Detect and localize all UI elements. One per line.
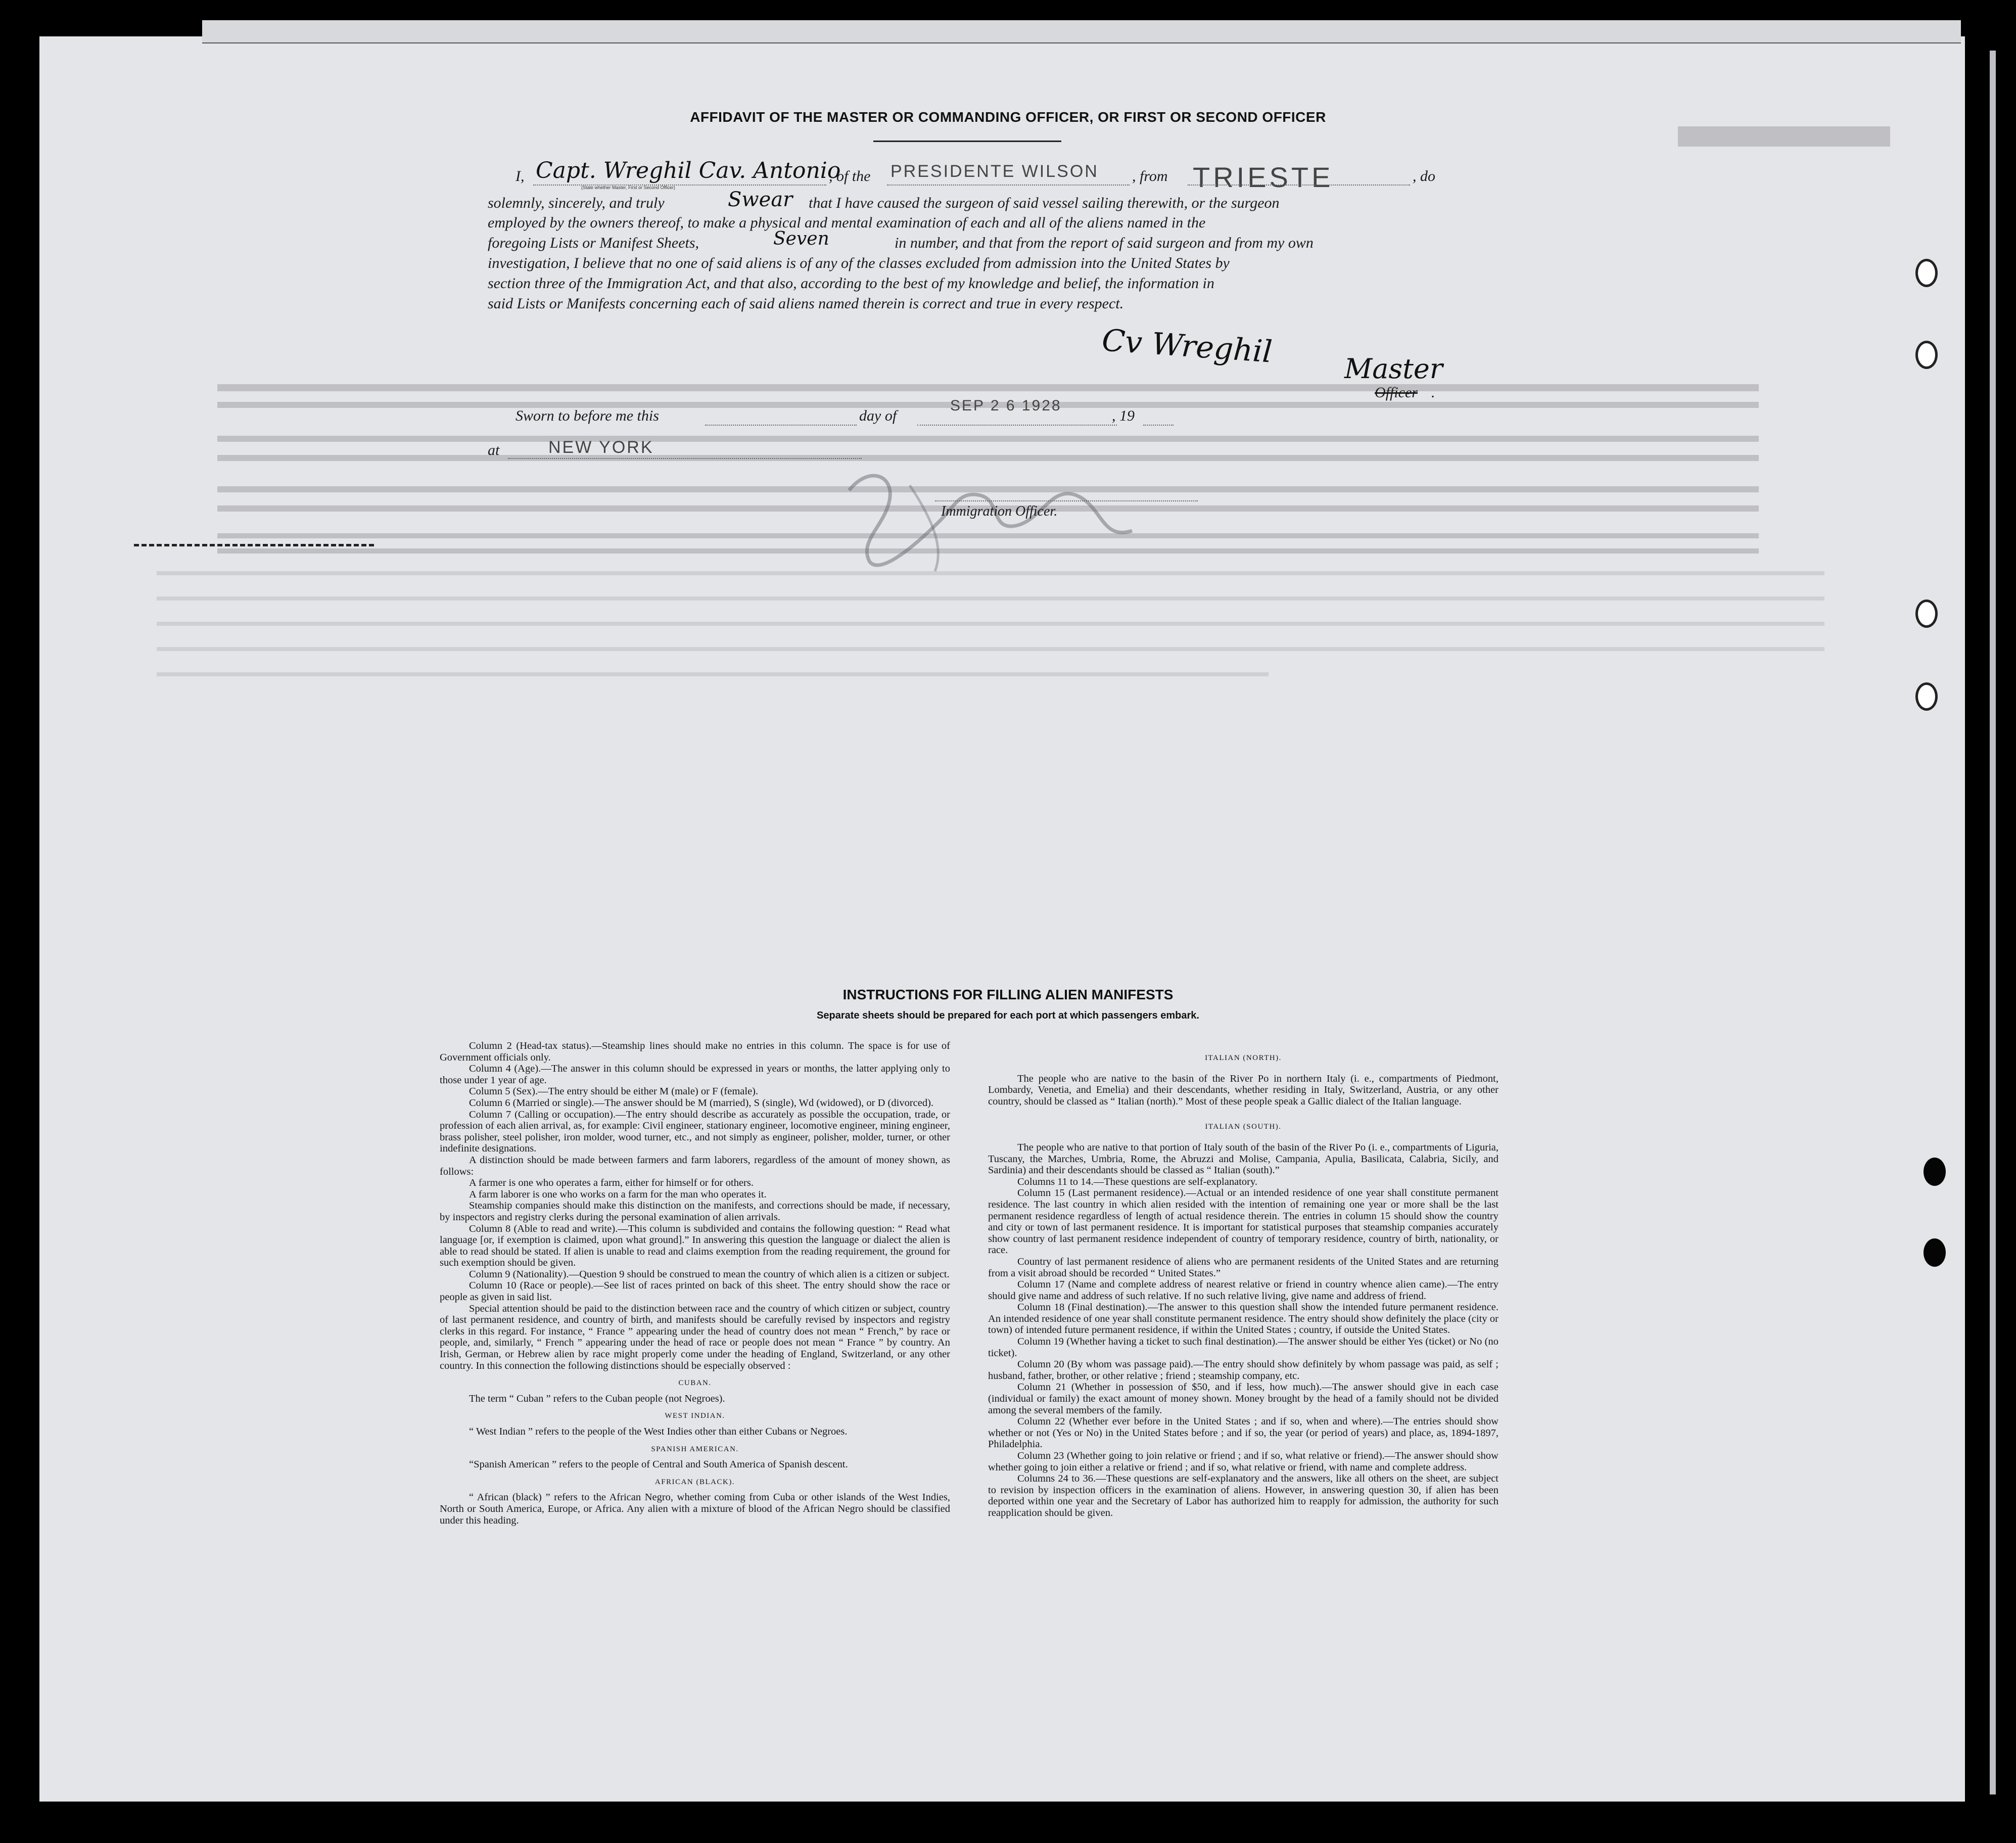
title-rule (873, 141, 1061, 142)
instr-col-18: Column 18 (Final destination).—The answer to this question shall show the intended future permanent residence. An intended residence of one year shall constitute permanent residence. The entry should show definitely the place (city or town) of intended future permanent residence, if within the United States ; country, if outside the United States. (988, 1302, 1498, 1336)
officer-word: Officer (1375, 384, 1418, 401)
underlying-sheet-edge (202, 20, 1961, 43)
bleed-through-texture (136, 126, 1905, 708)
west-indian-heading: WEST INDIAN. (665, 1412, 725, 1420)
immigration-officer-label: Immigration Officer. (941, 503, 1058, 519)
instr-col-7: Column 7 (Calling or occupation).—The entry should describe as accurately as possible the occupation, trade, or profession of each alien arrival, as, for example: Civil engineer, stationary engineer, locomotive engineer, mining engineer, brass polisher, steel polisher, iron molder, wood turner, etc., and not simply as engineer, polisher, molder, turner, or other indefinite designations. (440, 1109, 950, 1155)
place-stamp: NEW YORK (548, 438, 654, 457)
date-line (917, 425, 1117, 426)
instructions-subtitle: Separate sheets should be prepared for each port at which passengers embark. (817, 1010, 1199, 1021)
immigration-officer-line (935, 500, 1198, 501)
affidavit-title: AFFIDAVIT OF THE MASTER OR COMMANDING OFFICER, OR FIRST OR SECOND OFFICER (690, 109, 1326, 125)
instr-col-10: Column 10 (Race or people).—See list of races printed on back of this sheet. The entry should show the race or people as given in said list. (440, 1280, 950, 1303)
date-stamp: SEP 2 6 1928 (950, 397, 1062, 414)
oath-handwritten: Swear (728, 188, 793, 211)
affidavit-do: , do (1413, 168, 1435, 185)
binder-hole (1915, 600, 1938, 628)
west-indian-text: “ West Indian ” refers to the people of the West Indies other than either Cubans or Negroes. (469, 1426, 848, 1437)
instr-cols-24-36: Columns 24 to 36.—These questions are self-explanatory and the answers, like all others on the sheet, are subject to revision by inspection officers in the examination of aliens. However, in answering question 30, if alien has been deported within one year and the Secretary of Labor has authorized him to reapply for admission, the authority for such reapplication should be given. (988, 1473, 1498, 1518)
port-line (1188, 185, 1410, 186)
port-stamp: TRIESTE (1193, 161, 1334, 193)
spanish-american-heading: SPANISH AMERICAN. (651, 1445, 739, 1453)
instr-col-15-returning: Country of last permanent residence of aliens who are permanent residents of the United States and are returning from a visit abroad should be recorded “ United States.” (988, 1256, 1498, 1279)
place-line (508, 458, 862, 459)
count-handwritten: Seven (773, 228, 829, 249)
instr-col-9: Column 9 (Nationality).—Question 9 should be construed to mean the country of which alien is a citizen or subject. (469, 1268, 950, 1280)
binder-hole (1924, 1238, 1946, 1267)
instr-farmer: A farmer is one who operates a farm, either for himself or for others. (469, 1177, 754, 1189)
instructions-title: INSTRUCTIONS FOR FILLING ALIEN MANIFESTS (842, 987, 1174, 1002)
sworn-text: Sworn to before me this (515, 407, 659, 424)
instr-col-21: Column 21 (Whether in possession of $50, and if less, how much).—The answer should give in each case (individual or family) the exact amount of money shown. Money brought by the head of a family should not be divided among the several members of the family. (988, 1381, 1498, 1416)
affidavit-line-2b: that I have caused the surgeon of said vessel sailing therewith, or the surgeon (809, 195, 1280, 211)
instr-col-22: Column 22 (Whether ever before in the United States ; and if so, when and where).—The entries should show whether or not (Yes or No) in the United States before ; and if so, the year (or period of years) and place, as, 1894-1897, Philadelphia. (988, 1416, 1498, 1450)
affidavit-line-3: employed by the owners thereof, to make a physical and mental examination of each and all of the aliens named in the (488, 214, 1206, 231)
year-line (1143, 425, 1174, 426)
affidavit-line-4b: in number, and that from the report of said surgeon and from my own (895, 235, 1314, 251)
officer-name-line (533, 185, 826, 186)
italian-north-text: The people who are native to the basin of the River Po in northern Italy (i. e., compartments of Piedmont, Lombardy, Venetia, and Emelia) and their descendants, whether residing in Italy, Switzerland, Austria, or any other country, should be classed as “ Italian (north).” Most of these people speak a Gallic dialect of the Italian language. (988, 1073, 1498, 1107)
italian-north-heading: ITALIAN (NORTH). (1205, 1054, 1282, 1062)
officer-signature-scrawl (839, 455, 1162, 586)
instr-col-5: Column 5 (Sex).—The entry should be either M (male) or F (female). (469, 1086, 759, 1097)
vessel-line (887, 185, 1130, 186)
african-text: “ African (black) ” refers to the African Negro, whether coming from Cuba or other islands of the West Indies, North or South America, Europe, or Africa. Any alien with a mixture of blood of the African Negro should be classified under this heading. (440, 1492, 950, 1526)
affidavit-line-7: said Lists or Manifests concerning each of said aliens named therein is correct and true in every respect. (488, 295, 1124, 312)
binder-hole (1915, 341, 1938, 369)
instr-col-2: Column 2 (Head-tax status).—Steamship lines should make no entries in this column. The space is for use of Government officials only. (440, 1040, 950, 1063)
affidavit-line-4a: foregoing Lists or Manifest Sheets, (488, 235, 699, 251)
african-heading: AFRICAN (BLACK). (654, 1478, 735, 1486)
instr-farm-laborer: A farm laborer is one who works on a farm for the man who operates it. (469, 1188, 767, 1200)
year-text: , 19 (1112, 407, 1135, 424)
affidavit-from: , from (1132, 168, 1168, 185)
binder-hole (1924, 1158, 1946, 1186)
cuban-text: The term “ Cuban ” refers to the Cuban people (not Negroes). (469, 1393, 725, 1404)
cuban-heading: CUBAN. (678, 1379, 712, 1388)
affidavit-line-2a: solemnly, sincerely, and truly (488, 195, 665, 211)
instr-col-4: Column 4 (Age).—The answer in this column should be expressed in years or months, the latter applying only to those under 1 year of age. (440, 1063, 950, 1086)
binder-hole (1915, 682, 1938, 711)
italian-south-text: The people who are native to that portion of Italy south of the basin of the River Po (i. e., compartments of Liguria, Tuscany, the Marches, Umbria, Rome, the Abruzzi and Molise, Campania, Apulia, Basilicata, Calabria, Sicily, and Sardinia) and their descendants should be classed as “ Italian (south).” (988, 1141, 1498, 1176)
instr-race-distinction: Special attention should be paid to the distinction between race and the country of which citizen or subject, country of last permanent residence, and country of birth, and manifests should be carefully revised by inspectors and registry clerks in this regard. For instance, “ France ” appearing under the head of country does not mean “ French,” by race or people, and, similarly, “ French ” appearing under the head of race or people does not mean “ France ” by country. An Irish, German, or Hebrew alien by race might properly come under the heading of England, Switzerland, or any other country. In this connection the following distinctions should be especially observed : (440, 1303, 950, 1371)
instr-col-6: Column 6 (Married or single).—The answer should be M (married), S (single), Wd (widowed), or D (divorced). (469, 1097, 934, 1109)
affidavit-of-the: , of the (829, 168, 871, 185)
officer-name-handwritten: Capt. Wreghil Cav. Antonio (536, 158, 841, 183)
instructions-left-column (440, 1040, 950, 1526)
officer-period: . (1431, 384, 1435, 401)
dashed-rule (134, 544, 374, 546)
signer-title-handwritten: Master (1344, 353, 1443, 385)
instr-col-23: Column 23 (Whether going to join relative or friend ; and if so, what relative or friend).—The answer should show whether going to join either a relative or friend ; and if so, what relative or friend, with name and complete address. (988, 1450, 1498, 1473)
italian-south-heading: ITALIAN (SOUTH). (1205, 1123, 1282, 1131)
instructions-right-column (988, 1052, 1498, 1519)
spanish-american-text: “Spanish American ” refers to the people of Central and South America of Spanish descent. (469, 1459, 848, 1470)
instr-col-8: Column 8 (Able to read and write).—This column is subdivided and contains the following question: “ Read what language [or, if exemption is claimed, upon what ground].” In answering this question the language or dialect the alien is able to read should be stated. If alien is unable to read and claims exemption from the reading requirement, the ground for such exemption should be given. (440, 1223, 950, 1269)
affidavit-line-5: investigation, I believe that no one of said aliens is of any of the classes excluded from admission into the United States by (488, 255, 1230, 271)
at-text: at (488, 442, 500, 458)
instr-col-19: Column 19 (Whether having a ticket to such final destination).—The answer should be either Yes (ticket) or No (no ticket). (988, 1336, 1498, 1359)
master-signature: Cv Wreghil (1100, 322, 1274, 370)
instr-col-15: Column 15 (Last permanent residence).—Actual or an intended residence of one year shall constitute permanent residence. The last country in which alien resided with the intention of remaining one year or more shall be the last permanent residence regardless of length of actual residence therein. The entries in column 15 should show the country and city or town of last permanent residence. It is important for statistical purposes that steamship companies accurately show country of last permanent residence independent of country of temporary residence, country of birth, nationality, or race. (988, 1187, 1498, 1256)
instr-farmer-distinction: A distinction should be made between farmers and farm laborers, regardless of the amount of money shown, as follows: (440, 1154, 950, 1177)
instr-col-20: Column 20 (By whom was passage paid).—The entry should show definitely by whom passage was paid, as self ; husband, father, brother, or other relative ; friend ; steamship company, etc. (988, 1359, 1498, 1381)
affidavit-line-6: section three of the Immigration Act, and that also, according to the best of my knowledge and belief, the information in (488, 275, 1214, 292)
vessel-name-stamp: PRESIDENTE WILSON (890, 162, 1099, 181)
instr-col-17: Column 17 (Name and complete address of nearest relative or friend in country whence alien came).—The entry should give name and address of such relative. If no such relative living, give name and address of friend. (988, 1279, 1498, 1302)
sworn-day-line (705, 425, 857, 426)
page-right-edge (1990, 51, 1996, 1794)
instr-cols-11-14: Columns 11 to 14.—These questions are self-explanatory. (1017, 1176, 1258, 1187)
instr-steamship-distinction: Steamship companies should make this distinction on the manifests, and corrections should be made, if necessary, by inspectors and registry clerks during the personal examination of alien arrivals. (440, 1200, 950, 1223)
binder-hole (1915, 259, 1938, 287)
rank-note: (State whether Master, First or Second Officer) (581, 185, 675, 190)
affidavit-i: I, (515, 168, 525, 185)
day-of-text: day of (859, 407, 897, 424)
